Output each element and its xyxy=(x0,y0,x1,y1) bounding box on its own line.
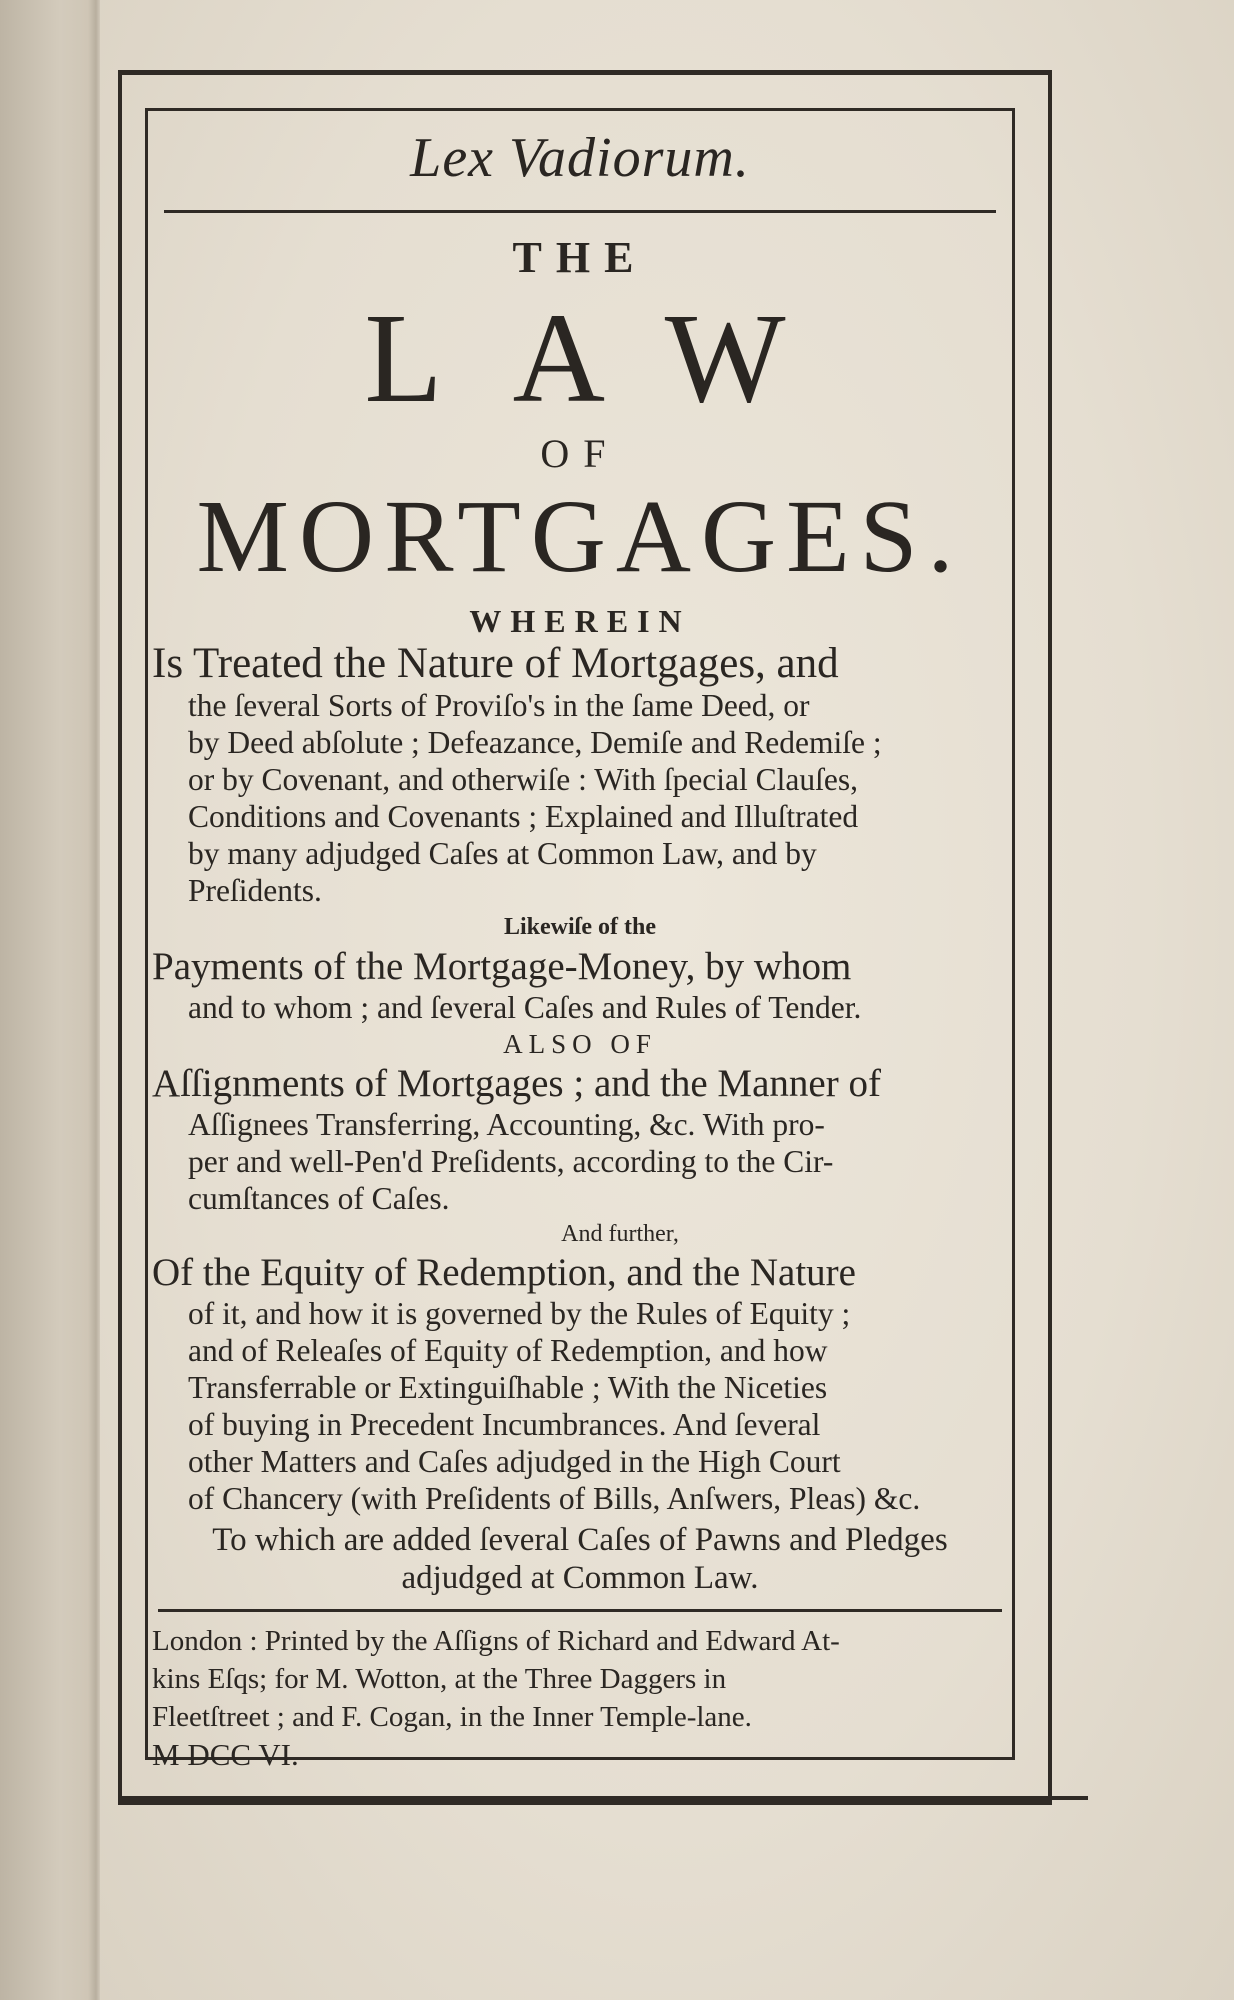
text-line: Aſſignees Transferring, Accounting, &c. With pro- xyxy=(188,1107,825,1142)
imprint xyxy=(152,1622,1008,1774)
text-line: adjudged at Common Law. xyxy=(401,1560,759,1596)
text-line: of buying in Precedent Incumbrances. And ſeveral xyxy=(188,1407,821,1442)
text-line: by many adjudged Caſes at Common Law, and by xyxy=(188,836,817,871)
text-line: or by Covenant, and otherwiſe : With ſpecial Clauſes, xyxy=(188,762,858,797)
title-page-content xyxy=(152,118,1008,1774)
imprint-rule xyxy=(158,1609,1002,1612)
paragraph-equity-of-redemption xyxy=(152,1251,1008,1517)
paragraph-nature-of-mortgages xyxy=(152,641,1008,909)
imprint-date: M DCC VI. xyxy=(152,1737,299,1772)
book-spine-gutter xyxy=(0,0,100,2000)
label-and-further: And further, xyxy=(561,1221,679,1247)
text-line: the ſeveral Sorts of Proviſo's in the ſame Deed, or xyxy=(188,688,810,723)
text-line: cumſtances of Caſes. xyxy=(188,1181,450,1216)
text-line: per and well-Pen'd Preſidents, according to the Cir- xyxy=(188,1144,834,1179)
text-line: and of Releaſes of Equity of Redemption, and how xyxy=(188,1333,828,1368)
label-likewise: Likewiſe of the xyxy=(504,914,656,940)
heading-the: THE xyxy=(512,233,648,282)
imprint-line: kins Eſqs; for M. Wotton, at the Three Daggers in xyxy=(152,1663,727,1695)
label-also-of: ALSO OF xyxy=(503,1029,657,1059)
paragraph-assignments xyxy=(152,1062,1008,1217)
text-line: of Chancery (with Preſidents of Bills, Anſwers, Pleas) &c. xyxy=(188,1481,921,1516)
text-line: Preſidents. xyxy=(188,873,322,908)
text-line: by Deed abſolute ; Defeazance, Demiſe and Redemiſe ; xyxy=(188,725,882,760)
heading-of: OF xyxy=(540,431,620,476)
running-title: Lex Vadiorum. xyxy=(410,127,750,189)
text-line: other Matters and Caſes adjudged in the High Court xyxy=(188,1444,841,1479)
title-rule xyxy=(164,210,996,213)
text-line: Conditions and Covenants ; Explained and Illuſtrated xyxy=(188,799,859,834)
heading-law: LAW xyxy=(364,287,856,429)
text-line: Transferrable or Extinguiſhable ; With the Niceties xyxy=(188,1370,828,1405)
text-line: Aſſignments of Mortgages ; and the Manner of xyxy=(152,1062,881,1105)
paragraph-payments xyxy=(152,945,1008,1026)
imprint-line: Fleetſtreet ; and F. Cogan, in the Inner Temple-lane. xyxy=(152,1701,752,1733)
outer-bottom-rule xyxy=(118,1790,1088,1800)
imprint-line: London : Printed by the Aſſigns of Richard and Edward At- xyxy=(152,1625,840,1657)
heading-mortgages: MORTGAGES. xyxy=(196,479,964,594)
text-line: and to whom ; and ſeveral Caſes and Rules of Tender. xyxy=(188,990,862,1025)
text-line: Payments of the Mortgage-Money, by whom xyxy=(152,945,852,988)
text-line: of it, and how it is governed by the Rules of Equity ; xyxy=(188,1296,851,1331)
paragraph-pawns-and-pledges xyxy=(152,1521,1008,1597)
text-line: Of the Equity of Redemption, and the Nature xyxy=(152,1251,856,1294)
heading-wherein: WHEREIN xyxy=(469,603,691,639)
text-line: To which are added ſeveral Caſes of Pawns and Pledges xyxy=(212,1522,948,1558)
text-line: Is Treated the Nature of Mortgages, and xyxy=(152,640,839,687)
